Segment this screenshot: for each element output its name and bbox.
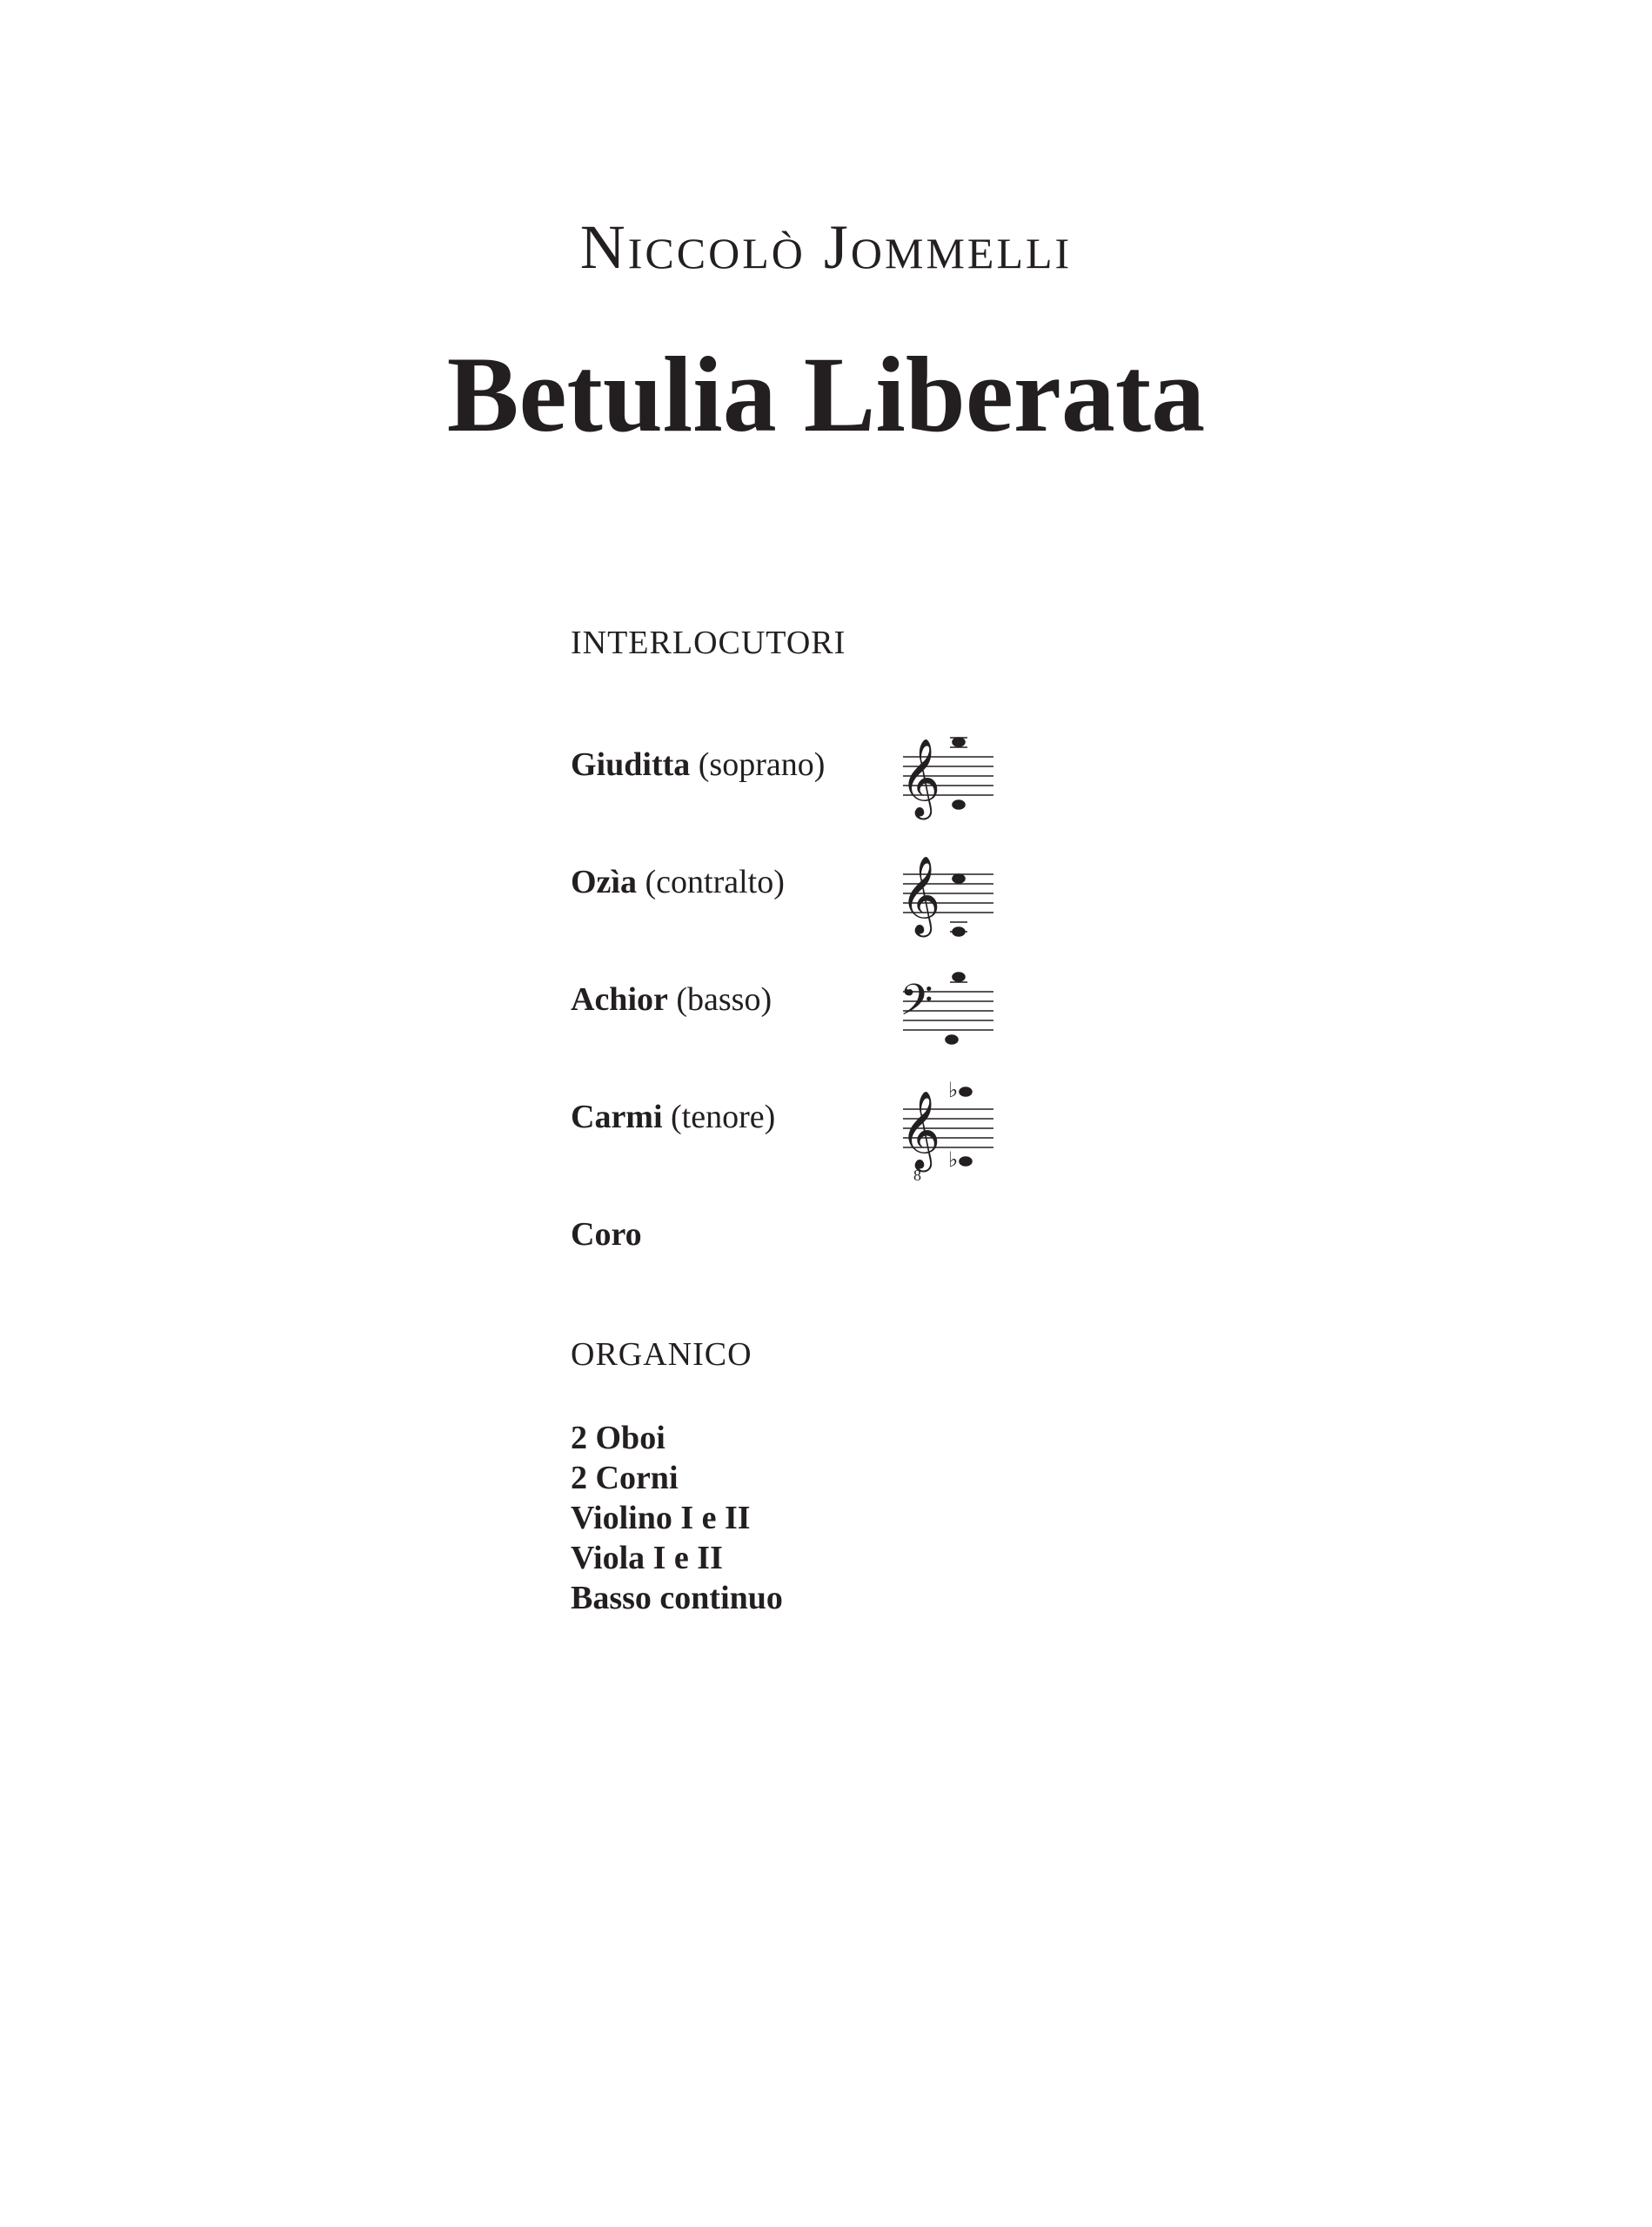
svg-text:𝄞: 𝄞 [900,1091,941,1169]
role-ozia [571,866,785,899]
interlocutori-heading: INTERLOCUTORI [571,625,846,661]
treble-clef-icon [896,831,1000,953]
flat-icon: ♭ [948,1078,959,1102]
instrument-item: Violino I e II [571,1500,751,1536]
treble-8-clef-icon [896,1066,1000,1187]
role-coro [571,1218,642,1251]
role-name: Carmi [571,1099,663,1135]
role-giuditta [571,748,825,781]
instrument-list [571,1418,783,1618]
instrument-item: 2 Corni [571,1460,679,1496]
instrument-item: 2 Oboi [571,1420,665,1456]
role-voice: (soprano) [698,746,826,783]
work-title: Betulia Liberata [446,335,1206,454]
octave-mark: 8 [913,1167,921,1184]
role-name: Coro [571,1216,642,1253]
instrument-item: Viola I e II [571,1540,723,1576]
role-name: Ozìa [571,864,637,900]
organico-heading: ORGANICO [571,1336,752,1373]
role-voice: (tenore) [671,1099,776,1135]
role-carmi [571,1100,775,1134]
svg-text:𝄞: 𝄞 [900,856,941,934]
svg-text:𝄢: 𝄢 [900,975,933,1036]
composer-name: Niccolò Jommelli [579,212,1073,282]
bass-clef-icon [896,948,1000,1070]
role-name: Giuditta [571,746,691,783]
treble-clef-icon [896,713,1000,835]
flat-icon: ♭ [948,1147,959,1172]
svg-text:𝄞: 𝄞 [900,739,941,817]
role-voice: (basso) [676,981,772,1018]
role-voice: (contralto) [645,864,785,900]
instrument-item: Basso continuo [571,1580,783,1616]
role-name: Achior [571,981,668,1018]
role-achior [571,983,772,1016]
